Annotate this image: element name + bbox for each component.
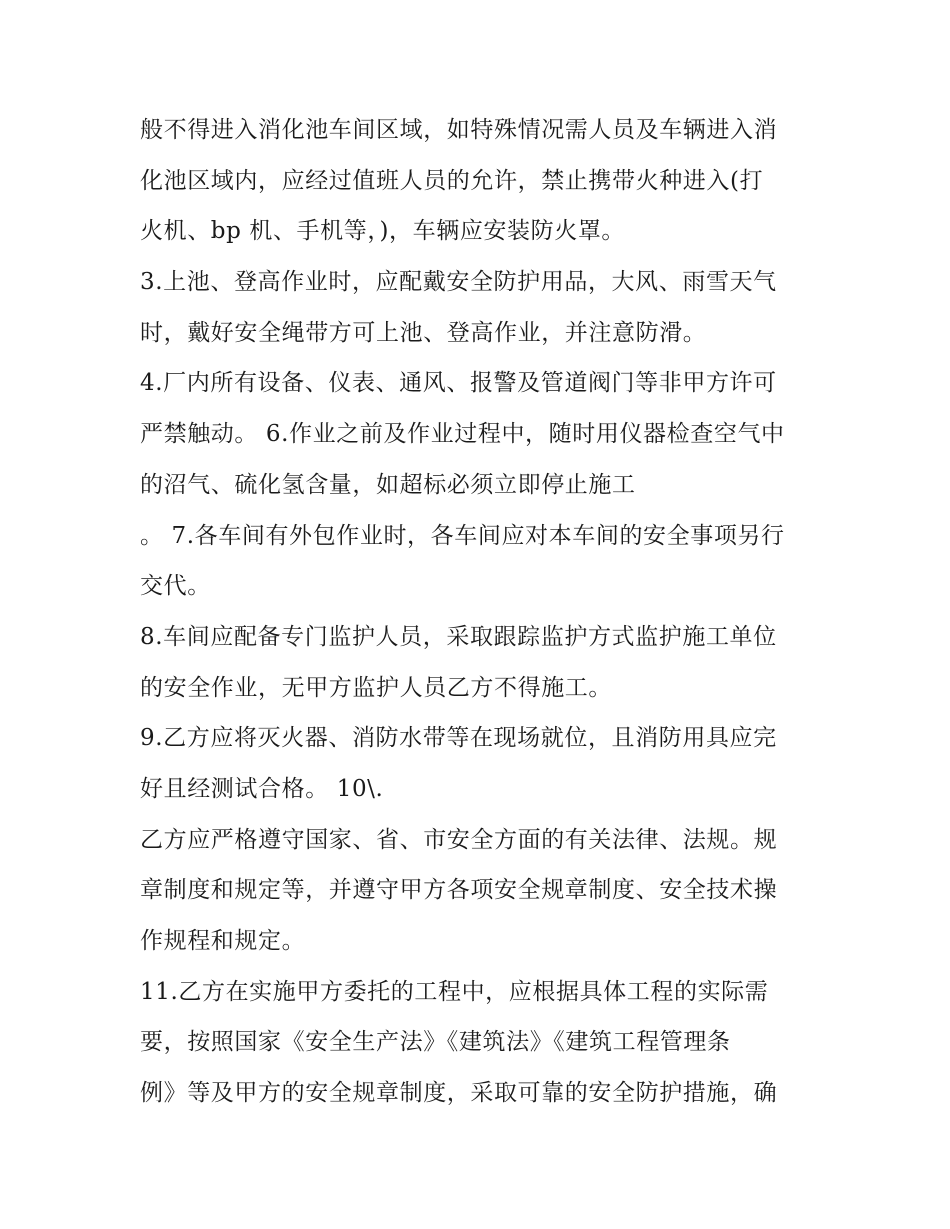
text-line: 的沼气、硫化氢含量，如超标必须立即停止施工 <box>140 471 636 498</box>
text-line: 4.厂内所有设备、仪表、通风、报警及管道阀门等非甲方许可 <box>140 370 777 397</box>
text-line: 例》等及甲方的安全规章制度，采取可靠的安全防护措施，确 <box>140 1080 778 1107</box>
text-line: 交代。 <box>140 573 211 600</box>
text-line: 3.上池、登高作业时，应配戴安全防护用品，大风、雨雪天气 <box>140 269 777 296</box>
text-line: 11.乙方在实施甲方委托的工程中，应根据具体工程的实际需 <box>140 978 769 1005</box>
text-line: 严禁触动。 6.作业之前及作业过程中，随时用仪器检查空气中 <box>140 421 785 448</box>
text-line: 时，戴好安全绳带方可上池、登高作业，并注意防滑。 <box>140 319 707 346</box>
text-line: 要，按照国家《安全生产法》《建筑法》《建筑工程管理条 <box>140 1029 731 1056</box>
text-line: 。 7.各车间有外包作业时，各车间应对本车间的安全事项另行 <box>140 522 785 549</box>
text-line: 作规程和规定。 <box>140 928 306 954</box>
text-line: 9.乙方应将灭火器、消防水带等在现场就位，且消防用具应完 <box>140 725 777 752</box>
text-line: 的安全作业，无甲方监护人员乙方不得施工。 <box>140 674 612 701</box>
text-line: 章制度和规定等，并遵守甲方各项安全规章制度、安全技术操 <box>140 877 778 904</box>
text-line: 化池区域内，应经过值班人员的允许，禁止携带火种进入(打 <box>140 167 764 194</box>
text-line: 8.车间应配备专门监护人员，采取跟踪监护方式监护施工单位 <box>140 623 777 650</box>
text-line: 乙方应严格遵守国家、省、市安全方面的有关法律、法规。规 <box>140 826 778 853</box>
text-line: 好且经测试合格。 10\. <box>140 775 384 802</box>
text-line: 火机、bp 机、手机等，)，车辆应安装防火罩。 <box>140 218 626 245</box>
document-body <box>140 105 820 1119</box>
text-line: 般不得进入消化池车间区域，如特殊情况需人员及车辆进入消 <box>140 117 778 143</box>
